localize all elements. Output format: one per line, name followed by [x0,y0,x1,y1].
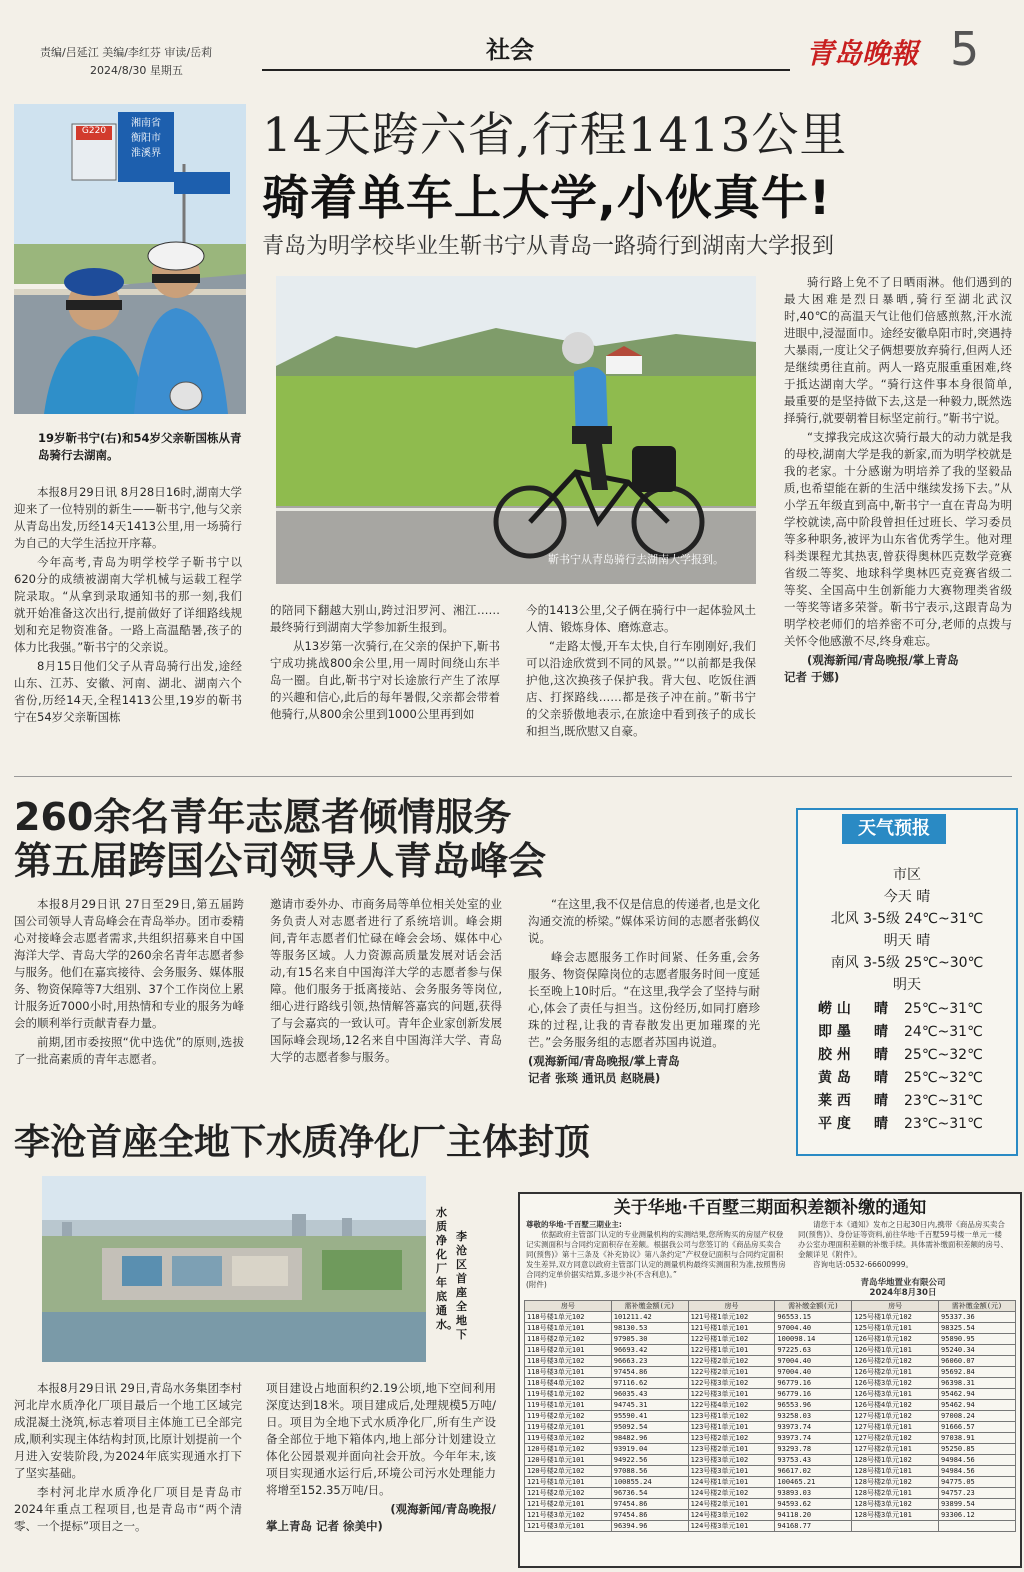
paragraph: 今年高考,青岛为明学校学子靳书宁以620分的成绩被湖南大学机械与运载工程学院录取。“从拿到录取通知书的那一刻,我们就开始准备这次出行,提前做好了详细路线规划和充足物资准备。一路上高温酷暑,孩子的体力比我强。”靳书宁的父亲说。 [14,555,242,654]
weather-city-temp: 25℃~32℃ [904,1070,983,1086]
table-cell: 126号楼1单元101 [852,1345,939,1356]
table-cell: 93899.54 [939,1499,1016,1510]
table-cell: 122号楼3单元102 [688,1378,775,1389]
table-cell: 98130.53 [611,1323,688,1334]
table-cell: 95890.95 [939,1334,1016,1345]
sign-line-2: 衡阳市 [131,133,161,144]
table-cell: 123号楼1单元102 [688,1411,775,1422]
table-cell: 96398.31 [939,1378,1016,1389]
story1-headline-1: 14天跨六省,行程1413公里 [262,108,848,163]
table-cell [939,1521,1016,1532]
table-cell: 122号楼2单元102 [688,1356,775,1367]
story2-col2 [270,896,502,1068]
table-cell: 118号楼4单元102 [525,1378,612,1389]
table-cell: 93293.78 [775,1444,852,1455]
weather-city-name: 即 墨 [818,1024,851,1040]
table-cell: 125号楼1单元101 [852,1323,939,1334]
table-row [525,1400,1016,1411]
table-cell: 97008.24 [939,1411,1016,1422]
weather-today: 今天 晴 [883,889,931,905]
table-cell: 94984.56 [939,1466,1016,1477]
table-cell: 118号楼1单元101 [525,1323,612,1334]
table-cell: 96693.42 [611,1345,688,1356]
table-cell: 94984.56 [939,1455,1016,1466]
weather-city-name: 胶 州 [818,1047,851,1063]
table-cell: 94775.05 [939,1477,1016,1488]
table-cell: 128号楼1单元101 [852,1466,939,1477]
table-cell: 123号楼3单元101 [688,1466,775,1477]
table-cell: 94745.31 [611,1400,688,1411]
table-cell: 96394.96 [611,1521,688,1532]
table-cell: 96736.54 [611,1488,688,1499]
table-cell: 121号楼2单元102 [525,1488,612,1499]
table-row [525,1367,1016,1378]
table-cell: 91666.57 [939,1422,1016,1433]
table-cell: 95462.94 [939,1389,1016,1400]
table-cell: 118号楼2单元101 [525,1345,612,1356]
table-cell: 127号楼1单元101 [852,1422,939,1433]
story1-col1 [14,484,242,728]
weather-city-row [798,1090,1016,1113]
byline: (观海新闻/青岛晚报/掌上青岛 [807,653,959,667]
photo-father-son [14,104,246,414]
table-cell: 123号楼2单元101 [688,1444,775,1455]
weather-city-temp: 24℃~31℃ [904,1024,983,1040]
table-cell: 123号楼3单元102 [688,1455,775,1466]
table-row [525,1521,1016,1532]
table-cell: 118号楼3单元102 [525,1356,612,1367]
story3-col2 [266,1380,496,1535]
table-cell: 118号楼1单元102 [525,1312,612,1323]
road-sign [118,116,174,161]
date-line: 2024/8/30 星期五 [90,64,183,77]
header-rule [262,69,790,71]
paragraph: “支撑我完成这次骑行最大的动力就是我的母校,湖南大学是我的新家,而为明学校就是我的老家。十分感谢为明培养了我的坚毅品质,也希望能在新的生活中继续发扬下去。”从小学五年级直到高中,靳书宁一直在青岛为明学校就读,高中阶段曾担任过班长、学习委员等多种职务,被评为山东省优秀学生。他对理科类课程尤其热衷,曾获得奥林匹克数学竞赛省级二等奖、地球科学奥林匹克竞赛省级二等奖、全国高中生创新能力大赛物理类省级一等奖等诸多荣誉。靳书宁表示,这跟青岛为明学校老师们的培养密不可分,老师的点拨与关怀令他感激不尽,终身难忘。 [784,430,1012,648]
weather-city-row [798,1113,1016,1136]
table-row [525,1422,1016,1433]
paragraph: 8月15日他们父子从青岛骑行出发,途经山东、江苏、安徽、河南、湖北、湖南六个省份,历经14天,全程1413公里,19岁的靳书宁在54岁父亲靳国栋 [14,659,242,724]
story2-col3 [528,896,760,1087]
weather-city-row [798,1044,1016,1067]
notice-left-text [526,1220,788,1298]
table-cell: 100098.14 [775,1334,852,1345]
table-cell: 96553.15 [775,1312,852,1323]
weather-today-detail: 北风 3-5级 24℃~31℃ [830,911,984,927]
table-cell: 101211.42 [611,1312,688,1323]
table-cell: 119号楼3单元102 [525,1433,612,1444]
photo1-caption: 19岁靳书宁(右)和54岁父亲靳国栋从青岛骑行去湖南。 [38,431,242,462]
table-cell: 120号楼1单元102 [525,1444,612,1455]
table-cell: 125号楼1单元102 [852,1312,939,1323]
table-cell: 93973.74 [775,1422,852,1433]
table-cell: 96779.16 [775,1378,852,1389]
table-cell: 97454.86 [611,1499,688,1510]
table-cell: 124号楼2单元101 [688,1499,775,1510]
table-cell: 119号楼1单元101 [525,1400,612,1411]
table-cell: 121号楼3单元101 [525,1521,612,1532]
table-cell: 95337.36 [939,1312,1016,1323]
paragraph: 骑行路上免不了日晒雨淋。他们遇到的最大困难是烈日暴晒,骑行至湖北武汉时,40℃的高温天气让他们倍感煎熬,汗水流进眼中,浸湿面巾。途经安徽阜阳市时,突遇持大暴雨,一度让父子俩想要放弃骑行,但两人还是继续勇往直前。两人一路克服重重困难,终于抵达湖南大学。“骑行这件事本身很简单,最重要的是坚持做下去,这是一种毅力,既然选择骑行,就要朝着目标坚定前行。”靳书宁说。 [784,275,1012,425]
table-cell: 119号楼1单元102 [525,1389,612,1400]
table-cell: 93893.03 [775,1488,852,1499]
story2-headline-1: 260余名青年志愿者倾情服务 [14,795,512,839]
photo-water-plant [42,1176,426,1362]
notice-company: 青岛华地置业有限公司 [860,1278,946,1288]
story1-headline-2: 骑着单车上大学,小伙真牛! [262,171,832,226]
table-header-cell: 需补缴金额(元) [775,1301,852,1312]
table-header-cell: 房号 [852,1301,939,1312]
weather-city-temp: 23℃~31℃ [904,1093,983,1109]
weather-city-temp: 25℃~32℃ [904,1047,983,1063]
table-cell: 128号楼3单元101 [852,1510,939,1521]
paragraph: 项目建设占地面积约2.19公顷,地下空间利用深度达到18米。项目建成后,处理规模5万吨/日。项目为全地下式水质净化厂,所有生产设备全部位于地下箱体内,地上部分计划建设立体化公园景观并面向社会开放。今年年末,该项目实现通水运行后,环境公司污水处理能力将增至152.35万吨/日。 [266,1381,496,1497]
photo3-caption-a: 李沧区首座全地下 [456,1230,467,1341]
table-cell: 124号楼2单元102 [688,1488,775,1499]
table-cell: 100465.21 [775,1477,852,1488]
weather-city-name: 平 度 [818,1116,851,1132]
table-cell: 122号楼1单元101 [688,1345,775,1356]
paragraph: 今的1413公里,父子俩在骑行中一起体验风土人情、锻炼身体、磨炼意志。 [526,603,756,634]
story1-col3 [526,602,756,742]
sign-route: G220 [81,126,107,136]
paper-logo: 青岛晚報 [806,37,919,70]
weather-area: 市区 [893,867,921,883]
notice-title: 关于华地·千百墅三期面积差额补缴的通知 [613,1198,927,1218]
table-cell: 122号楼4单元102 [688,1400,775,1411]
table-row [525,1389,1016,1400]
weather-box [796,808,1018,1156]
table-row [525,1477,1016,1488]
table-cell: 97454.86 [611,1367,688,1378]
table-cell [852,1521,939,1532]
table-row [525,1334,1016,1345]
notice-instructions: 请您于本《通知》发布之日起30日内,携带《商品房买卖合同(预售)》、身份证等资料,前往华地·千百墅59号楼一单元一楼办公室办理面积差额的补缴手续。具体需补缴面积差额的房号、金额详见《附件》。 [798,1220,1008,1259]
table-row [525,1510,1016,1521]
byline: 记者 于娜) [784,670,840,684]
weather-city-row [798,1021,1016,1044]
weather-city-name: 黄 岛 [818,1070,851,1086]
table-cell: 93753.43 [775,1455,852,1466]
weather-city-row [798,998,1016,1021]
table-header-cell: 房号 [525,1301,612,1312]
table-cell: 97116.62 [611,1378,688,1389]
table-cell: 119号楼2单元102 [525,1411,612,1422]
table-cell: 97038.91 [939,1433,1016,1444]
table-cell: 123号楼1单元101 [688,1422,775,1433]
paragraph: 邀请市委外办、市商务局等单位相关处室的业务负责人对志愿者进行了系统培训。峰会期间,青年志愿者们忙碌在峰会会场、媒体中心等服务区域。人力资源高质量发展对话会活动,有15名来自中国海洋大学的志愿者参与保障。他们服务于抵离接站、会务服务等岗位,细心进行路线引领,热情解答嘉宾的问题,获得了与会嘉宾的一致认可。青年企业家创新发展国际峰会现场,12名来自中国海洋大学、青岛大学的志愿者参与服务。 [270,897,502,1064]
table-cell: 121号楼1单元101 [688,1323,775,1334]
notice-box [518,1192,1022,1568]
table-cell: 127号楼1单元102 [852,1411,939,1422]
editors-line: 责编/吕延江 美编/李红芬 审读/岳莉 [40,46,213,59]
table-cell: 128号楼1单元102 [852,1455,939,1466]
page-number: 5 [950,22,980,76]
byline: (观海新闻/青岛晚报/掌上青岛 [528,1054,680,1068]
table-cell: 121号楼3单元102 [525,1510,612,1521]
table-cell: 120号楼2单元102 [525,1466,612,1477]
photo2-caption: 靳书宁从青岛骑行去湖南大学报到。 [548,553,724,566]
notice-phone: 咨询电话:0532-66600999。 [813,1260,913,1269]
story2-col1 [14,896,244,1070]
weather-city-sky: 晴 [874,1047,888,1063]
paragraph: 前期,团市委按照“优中选优”的原则,选拔了一批高素质的青年志愿者。 [14,1035,244,1066]
table-row [525,1488,1016,1499]
table-row [525,1444,1016,1455]
table-cell: 124号楼1单元101 [688,1477,775,1488]
table-cell: 94757.23 [939,1488,1016,1499]
sign-line-3: 淮溪界 [131,148,161,159]
table-row [525,1378,1016,1389]
table-cell: 93919.04 [611,1444,688,1455]
story1-subhead: 青岛为明学校毕业生靳书宁从青岛一路骑行到湖南大学报到 [262,234,835,259]
table-cell: 122号楼1单元102 [688,1334,775,1345]
table-cell: 121号楼2单元101 [525,1499,612,1510]
table-cell: 93306.12 [939,1510,1016,1521]
weather-city-name: 崂 山 [818,1001,851,1017]
table-cell: 94118.20 [775,1510,852,1521]
table-header-cell: 需补缴金额(元) [611,1301,688,1312]
table-cell: 128号楼2单元101 [852,1488,939,1499]
table-cell: 126号楼1单元102 [852,1334,939,1345]
table-cell: 95692.84 [939,1367,1016,1378]
table-cell: 96553.96 [775,1400,852,1411]
notice-table [524,1300,1016,1532]
paragraph: 的陪同下翻越大别山,跨过汨罗河、湘江……最终骑行到湖南大学参加新生报到。 [270,603,500,634]
table-cell: 96035.43 [611,1389,688,1400]
weather-city-sky: 晴 [874,1001,888,1017]
section-title: 社会 [486,36,534,64]
weather-title: 天气预报 [842,814,946,844]
table-cell: 126号楼4单元102 [852,1400,939,1411]
table-row [525,1499,1016,1510]
table-row [525,1433,1016,1444]
divider [14,776,1012,777]
table-row [525,1323,1016,1334]
table-cell: 97004.40 [775,1356,852,1367]
paragraph: 从13岁第一次骑行,在父亲的保护下,靳书宁成功挑战800余公里,用一周时间绕山东半岛一圈。自此,靳书宁对长途旅行产生了浓厚的兴趣和信心,此后的每年暑假,父亲都会带着他骑行,从800余公里到1000公里再到如 [270,639,500,721]
table-cell: 95250.85 [939,1444,1016,1455]
notice-body: 依据政府主管部门认定的专业测量机构的实测结果,您所购买的房屋产权登记实测面积与合同约定面积存在差额。根据我公司与您签订的《商品房买卖合同(预售)》第十三条及《补充协议》第八条约定“产权登记面积与合同约定面积发生差异,双方同意以政府主管部门认定的测量机构最终实测面积为准,按照售房合同约定单价据实结算,多退少补(不含利息)。” [526,1230,786,1279]
weather-city-sky: 晴 [874,1116,888,1132]
table-cell: 124号楼3单元101 [688,1521,775,1532]
table-cell: 126号楼3单元102 [852,1378,939,1389]
table-cell: 94922.56 [611,1455,688,1466]
story3-col1 [14,1380,242,1537]
table-cell: 118号楼2单元102 [525,1334,612,1345]
table-cell: 122号楼2单元101 [688,1367,775,1378]
notice-right-text [798,1220,1008,1298]
table-cell: 126号楼3单元101 [852,1389,939,1400]
paragraph: 本报8月29日讯 8月28日16时,湖南大学迎来了一位特别的新生——靳书宁,他与父亲从青岛出发,历经14天1413公里,用一场骑行为自己的大学生活拉开序幕。 [14,485,242,550]
byline: (观海新闻/青岛晚报/ [390,1502,496,1516]
table-cell: 97454.86 [611,1510,688,1521]
paragraph: “走路太慢,开车太快,自行车刚刚好,我们可以沿途欣赏到不同的风景。”“以前都是我保护他,这次换孩子保护我。背大包、吃饭住酒店、打探路线……都是孩子冲在前。”靳书宁的父亲骄傲地表示,在旅途中看到孩子的成长和担当,既欣慰又自豪。 [526,639,756,738]
table-cell: 94168.77 [775,1521,852,1532]
table-header-cell: 房号 [688,1301,775,1312]
paragraph: “在这里,我不仅是信息的传递者,也是文化沟通交流的桥梁。”媒体采访间的志愿者张鹤仪说。 [528,897,760,945]
table-cell: 97004.40 [775,1323,852,1334]
table-cell: 96617.02 [775,1466,852,1477]
table-cell: 128号楼2单元102 [852,1477,939,1488]
table-cell: 93258.03 [775,1411,852,1422]
table-row [525,1345,1016,1356]
photo3-caption-b: 水质净化厂年底通水。 [436,1206,458,1331]
table-cell: 127号楼2单元102 [852,1433,939,1444]
byline: 掌上青岛 记者 徐美中) [266,1519,383,1533]
table-row [525,1455,1016,1466]
table-cell: 126号楼2单元101 [852,1367,939,1378]
table-cell: 100855.24 [611,1477,688,1488]
table-cell: 93973.74 [775,1433,852,1444]
table-cell: 97225.63 [775,1345,852,1356]
table-cell: 123号楼2单元102 [688,1433,775,1444]
paragraph: 本报8月29日讯 29日,青岛水务集团李村河北岸水质净化厂项目最后一个地工区域完成混凝土浇筑,标志着项目主体施工已全部完成,顺利实现主体结构封顶,比原计划提前一个月进入安装阶段,为2024年底实现通水打下了坚实基础。 [14,1381,242,1480]
weather-city-sky: 晴 [874,1024,888,1040]
weather-city-sky: 晴 [874,1070,888,1086]
table-cell: 97004.40 [775,1367,852,1378]
table-cell: 124号楼3单元102 [688,1510,775,1521]
weather-city-list [798,998,1016,1136]
table-cell: 128号楼3单元102 [852,1499,939,1510]
paragraph: 峰会志愿服务工作时间紧、任务重,会务服务、物资保障岗位的志愿者服务时间一度延长至晚上10时后。“在这里,我学会了坚持与耐心,体会了责任与担当。这份经历,如同打磨珍珠的过程,让我的青春散发出更加璀璨的光芒。”会务服务组的志愿者苏国冉说道。 [528,950,760,1049]
sign-line-1: 湘南省 [131,118,161,129]
weather-city-row [798,1067,1016,1090]
story3-headline: 李沧首座全地下水质净化厂主体封顶 [14,1122,591,1163]
story2-headline-2: 第五届跨国公司领导人青岛峰会 [14,839,547,883]
table-cell: 95092.54 [611,1422,688,1433]
table-cell: 96779.16 [775,1389,852,1400]
table-cell: 98482.96 [611,1433,688,1444]
byline: 记者 张琰 通讯员 赵晓晨) [528,1071,661,1085]
table-cell: 97088.56 [611,1466,688,1477]
weather-city-temp: 25℃~31℃ [904,1001,983,1017]
notice-date: 2024年8月30日 [869,1288,937,1298]
table-cell: 98325.54 [939,1323,1016,1334]
weather-tomorrow-header: 明天 [893,977,921,993]
table-cell: 121号楼1单元102 [688,1312,775,1323]
table-cell: 95462.94 [939,1400,1016,1411]
table-cell: 127号楼2单元101 [852,1444,939,1455]
weather-city-temp: 23℃~31℃ [904,1116,983,1132]
table-row [525,1312,1016,1323]
weather-city-name: 莱 西 [818,1093,851,1109]
weather-city-sky: 晴 [874,1093,888,1109]
table-cell: 96663.23 [611,1356,688,1367]
table-cell: 96060.07 [939,1356,1016,1367]
table-row [525,1466,1016,1477]
notice-salutation: 尊敬的华地·千百墅三期业主: [526,1220,622,1229]
table-cell: 121号楼1单元101 [525,1477,612,1488]
paragraph: 李村河北岸水质净化厂项目是青岛市2024年重点工程项目,也是青岛市“两个清零、一个提标”项目之一。 [14,1485,242,1533]
table-cell: 122号楼3单元101 [688,1389,775,1400]
story1-col4 [784,274,1012,686]
notice-attachment: (附件) [526,1280,547,1289]
table-cell: 126号楼2单元102 [852,1356,939,1367]
table-cell: 118号楼3单元101 [525,1367,612,1378]
table-cell: 97905.30 [611,1334,688,1345]
weather-tomorrow: 明天 晴 [883,933,931,949]
paragraph: 本报8月29日讯 27日至29日,第五届跨国公司领导人青岛峰会在青岛举办。团市委精心对接峰会志愿者需求,共组织招募来自中国海洋大学、青岛大学的260余名青年志愿者参与服务。他们在嘉宾接待、会务服务、媒体服务、物资保障等7大组别、37个工作岗位上累计服务近7000小时,用热情和专业的服务为峰会的顺利举行贡献青春力量。 [14,897,244,1030]
photo-cyclist [276,276,756,584]
table-cell: 119号楼2单元101 [525,1422,612,1433]
table-cell: 120号楼1单元101 [525,1455,612,1466]
table-cell: 95240.34 [939,1345,1016,1356]
weather-forecast [798,864,1016,1136]
table-row [525,1356,1016,1367]
table-header-cell: 需补缴金额(元) [939,1301,1016,1312]
weather-tomorrow-detail: 南风 3-5级 25℃~30℃ [830,955,984,971]
story1-col2 [270,602,500,725]
table-row [525,1411,1016,1422]
table-cell: 94593.62 [775,1499,852,1510]
table-cell: 95590.41 [611,1411,688,1422]
